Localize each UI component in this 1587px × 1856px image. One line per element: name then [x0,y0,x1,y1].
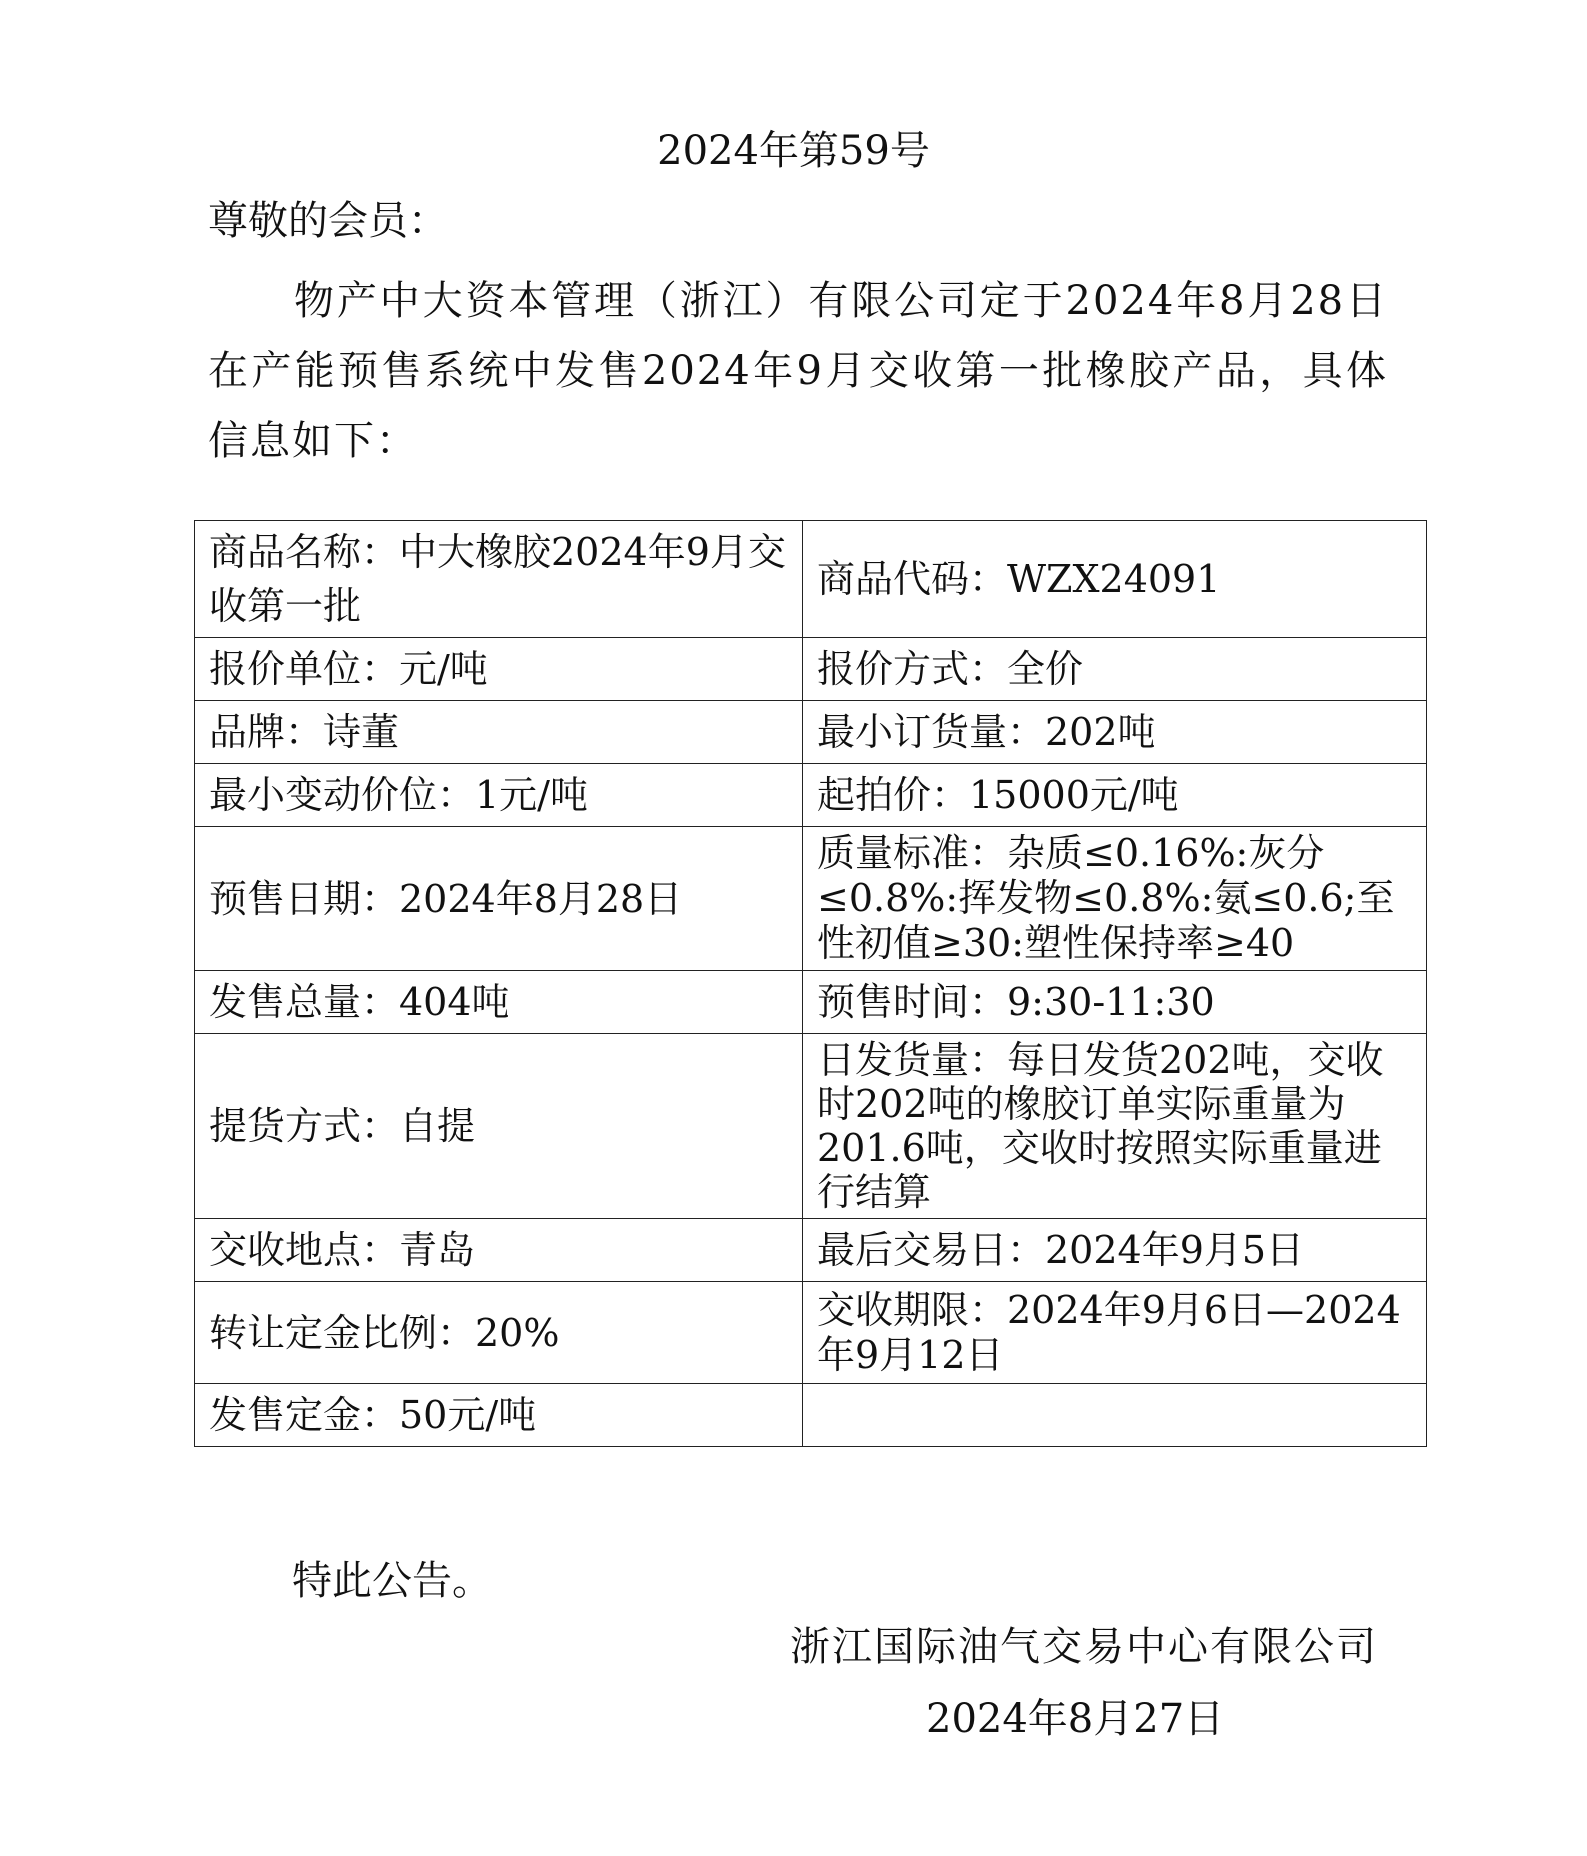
signature-organization: 浙江国际油气交易中心有限公司 [790,1624,1378,1670]
quality-standard-cell: 质量标准：杂质≤0.16%:灰分≤0.8%:挥发物≤0.8%:氨≤0.6;至性初值≥30:塑性保持率≥40 [803,827,1427,971]
table-row [195,638,1427,701]
quote-unit-cell: 报价单位：元/吨 [195,638,803,701]
empty-cell [803,1384,1427,1447]
table-row [195,764,1427,827]
table-row [195,1219,1427,1282]
table-row [195,827,1427,971]
closing-remark: 特此公告。 [292,1558,492,1604]
table-row [195,971,1427,1034]
signature-date: 2024年8月27日 [926,1696,1225,1742]
presale-date-cell: 预售日期：2024年8月28日 [195,827,803,971]
table-row [195,521,1427,638]
table-row [195,701,1427,764]
total-volume-cell: 发售总量：404吨 [195,971,803,1034]
pickup-method-cell: 提货方式：自提 [195,1034,803,1219]
daily-delivery-cell: 日发货量：每日发货202吨，交收时202吨的橡胶订单实际重量为201.6吨，交收时按照实际重量进行结算 [803,1034,1427,1219]
delivery-location-cell: 交收地点：青岛 [195,1219,803,1282]
last-trading-day-cell: 最后交易日：2024年9月5日 [803,1219,1427,1282]
sale-deposit-cell: 发售定金：50元/吨 [195,1384,803,1447]
quote-method-cell: 报价方式：全价 [803,638,1427,701]
brand-cell: 品牌：诗董 [195,701,803,764]
product-info-table [194,520,1427,1447]
product-code-cell: 商品代码：WZX24091 [803,521,1427,638]
body-paragraph: 物产中大资本管理（浙江）有限公司定于2024年8月28日在产能预售系统中发售2024年9月交收第一批橡胶产品，具体信息如下： [208,278,1388,464]
min-tick-cell: 最小变动价位：1元/吨 [195,764,803,827]
transfer-deposit-cell: 转让定金比例：20% [195,1282,803,1384]
min-order-cell: 最小订货量：202吨 [803,701,1427,764]
table-row [195,1282,1427,1384]
table-row [195,1034,1427,1219]
starting-price-cell: 起拍价：15000元/吨 [803,764,1427,827]
presale-time-cell: 预售时间：9:30-11:30 [803,971,1427,1034]
document-number: 2024年第59号 [657,128,930,174]
product-name-cell: 商品名称：中大橡胶2024年9月交收第一批 [195,521,803,638]
table-row [195,1384,1427,1447]
salutation: 尊敬的会员： [208,198,448,244]
delivery-period-cell: 交收期限：2024年9月6日—2024年9月12日 [803,1282,1427,1384]
